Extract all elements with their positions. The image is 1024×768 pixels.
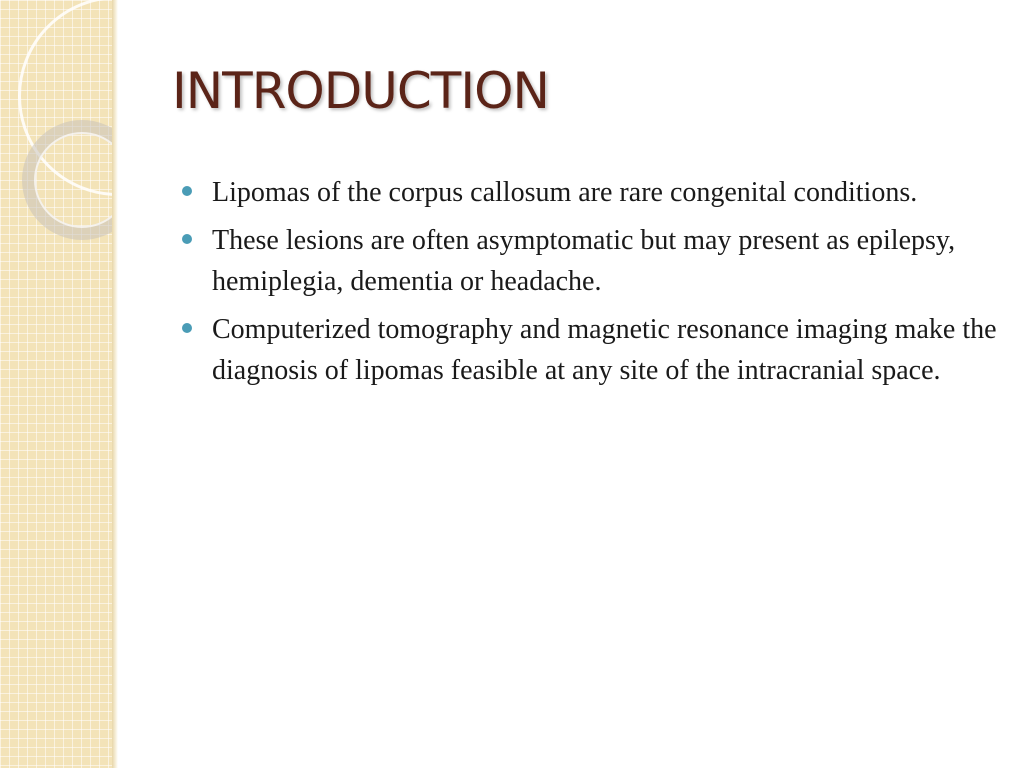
bullet-list [180, 172, 1000, 398]
bullet-item [180, 309, 1000, 391]
decorative-side-band [0, 0, 112, 768]
bullet-dot-icon [182, 186, 192, 196]
bullet-dot-icon [182, 323, 192, 333]
bullet-dot-icon [182, 234, 192, 244]
slide-title: INTRODUCTION [172, 62, 549, 120]
bullet-text: These lesions are often asymptomatic but may present as epilepsy, hemiplegia, dementia or headache. [212, 225, 956, 297]
bullet-item [180, 220, 1000, 302]
bullet-text: Lipomas of the corpus callosum are rare congenital conditions. [212, 177, 918, 208]
bullet-item [180, 172, 1000, 213]
bullet-text: Computerized tomography and magnetic resonance imaging make the diagnosis of lipomas feasible at any site of the intracranial space. [212, 314, 997, 386]
side-band-edge [112, 0, 118, 768]
